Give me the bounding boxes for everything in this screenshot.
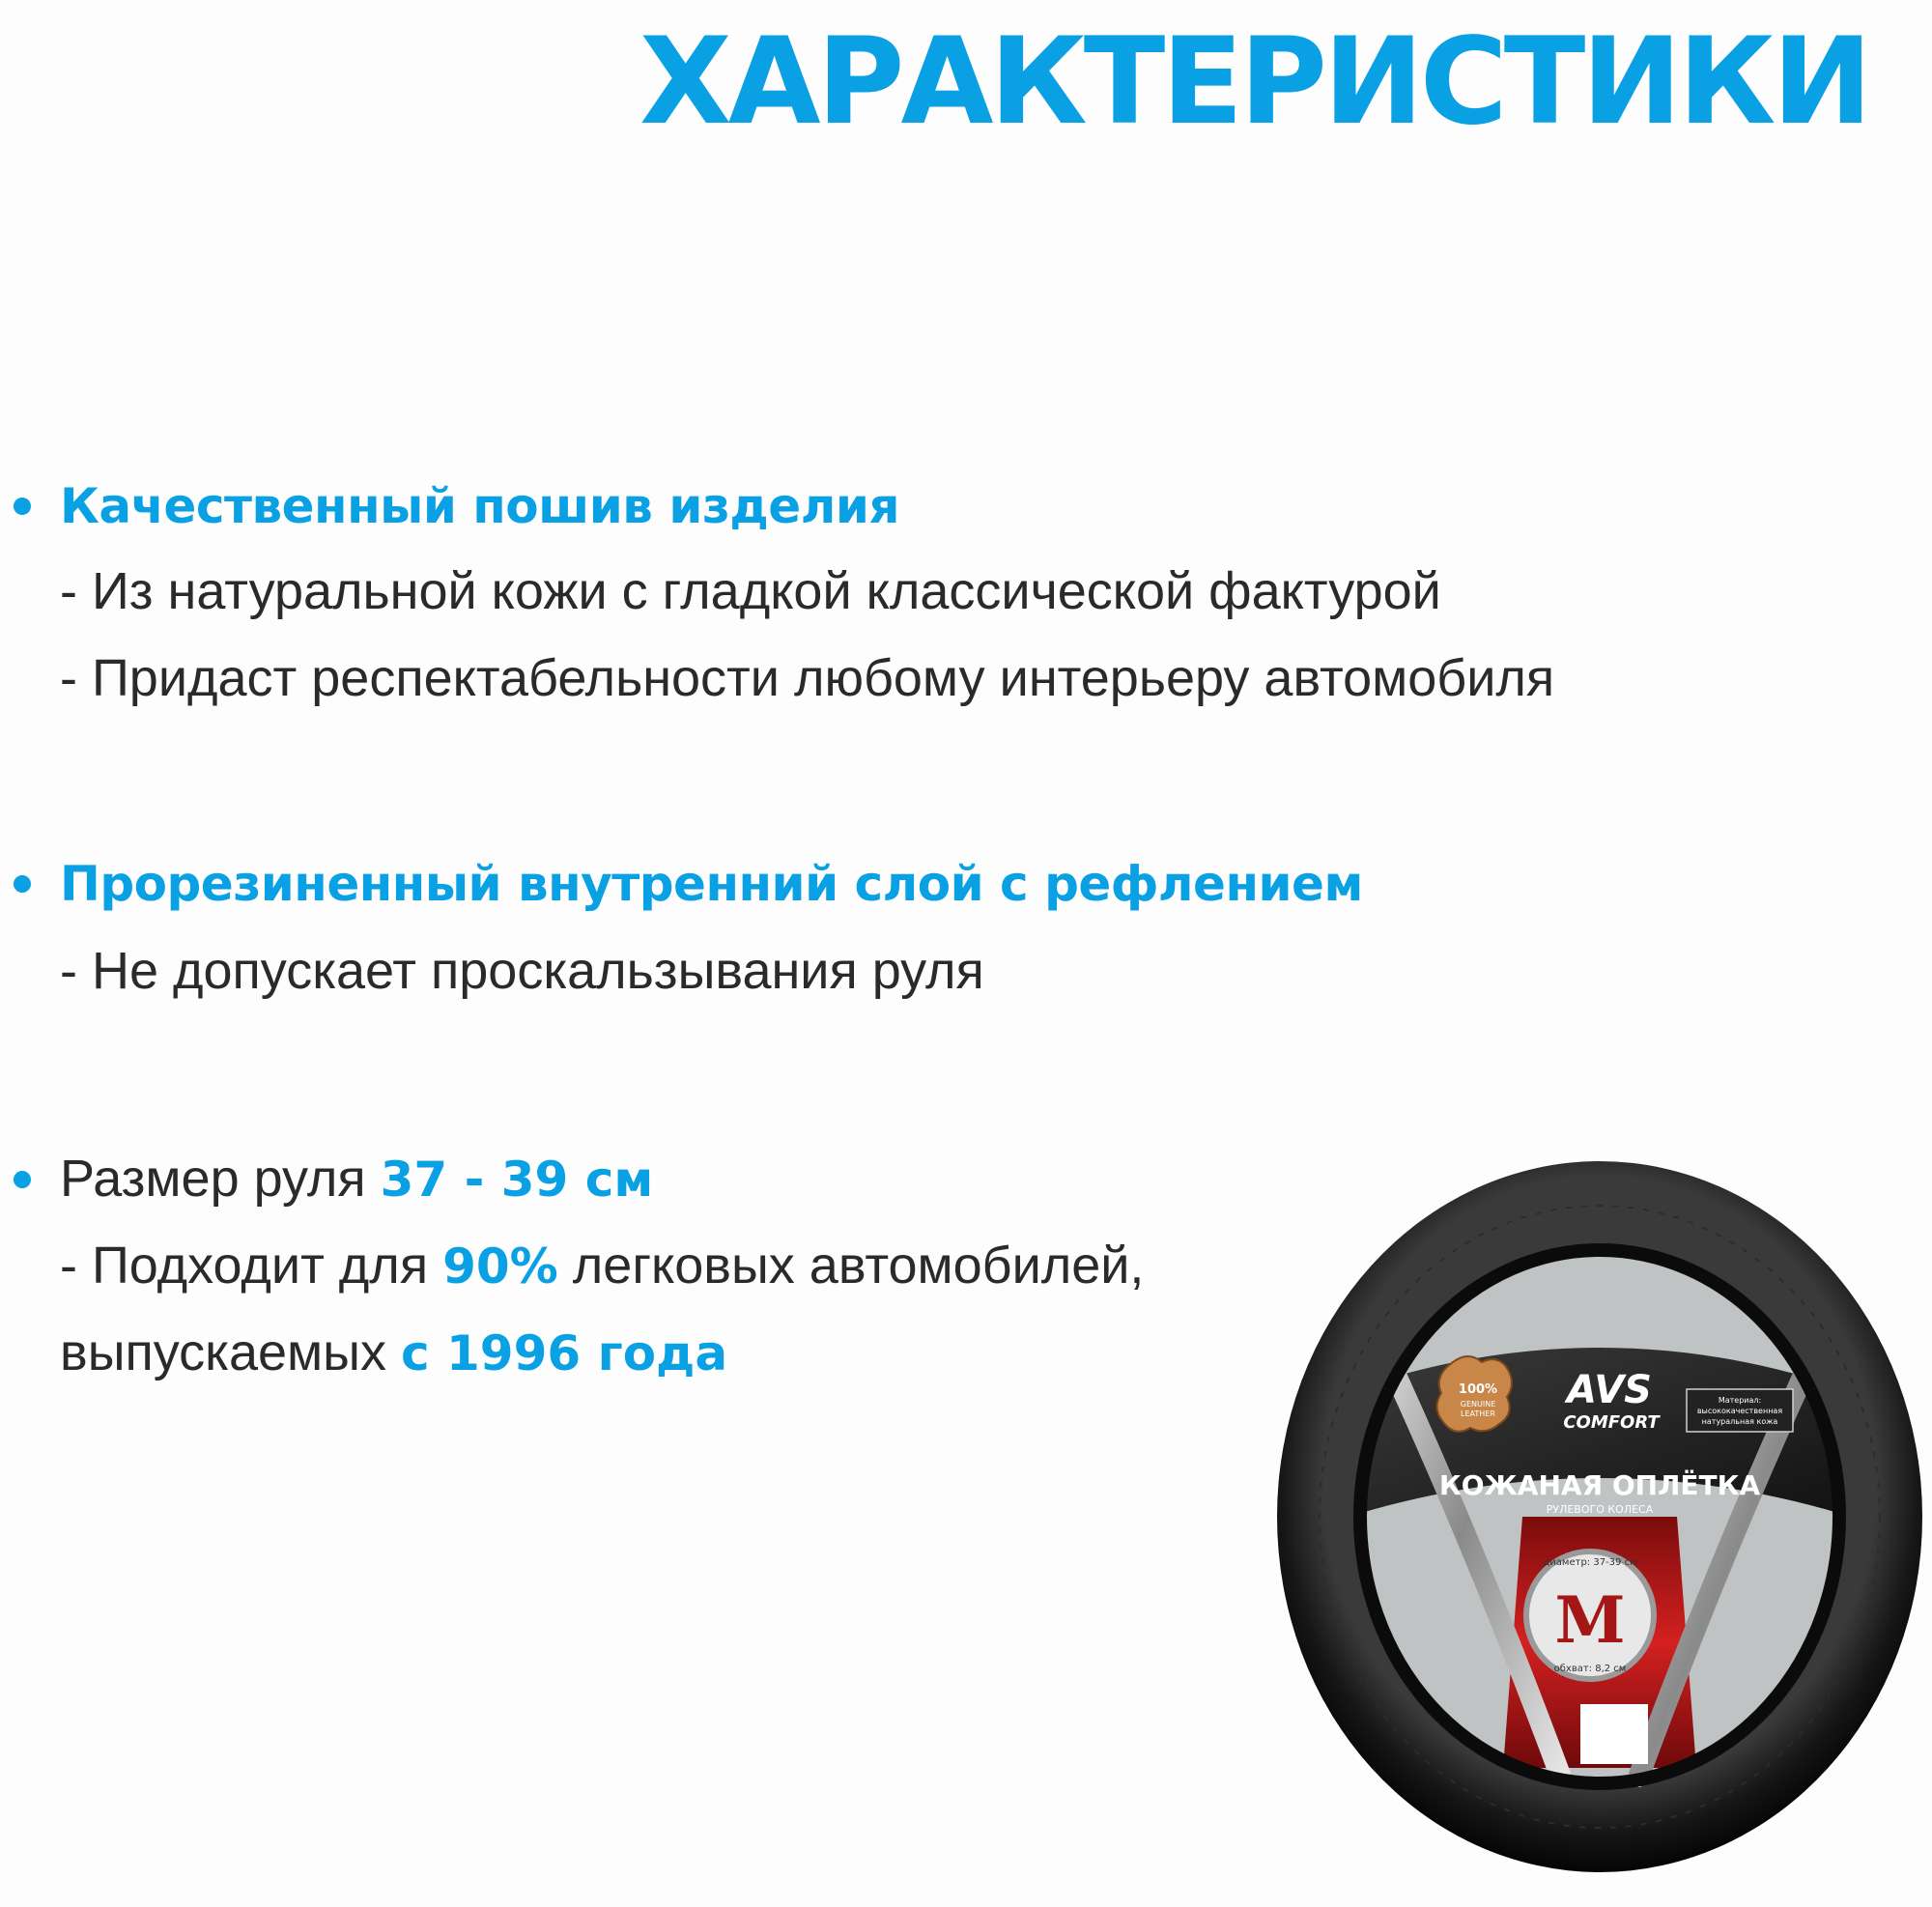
svg-text:диаметр: 37-39 см: диаметр: 37-39 см <box>1543 1557 1637 1568</box>
svg-text:натуральная кожа: натуральная кожа <box>1701 1417 1778 1426</box>
section-heading: Прорезиненный внутренний слой с рефлением <box>60 856 1363 912</box>
size-label: Размер руля <box>60 1150 366 1208</box>
size-letter: M <box>1554 1582 1626 1658</box>
svg-text:LEATHER: LEATHER <box>1461 1409 1495 1418</box>
fit-line2-prefix: выпускаемых <box>60 1324 386 1381</box>
svg-text:высококачественная: высококачественная <box>1696 1407 1783 1415</box>
section-line: - Придаст респектабельности любому интерьеру автомобиля <box>60 649 1555 707</box>
fit-line <box>60 1227 1144 1305</box>
page-title: ХАРАКТЕРИСТИКИ <box>639 13 1869 152</box>
section-line: - Из натуральной кожи с гладкой классической фактурой <box>60 562 1441 620</box>
fit-middle: легковых автомобилей, <box>572 1237 1145 1295</box>
bullet-dot <box>14 1171 31 1188</box>
size-line <box>60 1140 653 1218</box>
bullet-dot <box>14 498 31 515</box>
product-name-sub: РУЛЕВОГО КОЛЕСА <box>1546 1503 1654 1516</box>
brand-logo: AVS <box>1566 1368 1653 1412</box>
steering-wheel-cover-image <box>1271 1150 1928 1903</box>
svg-text:обхват: 8,2 см: обхват: 8,2 см <box>1553 1664 1627 1674</box>
svg-text:100%: 100% <box>1458 1382 1498 1397</box>
brand-sub: COMFORT <box>1563 1412 1660 1433</box>
barcode-sticker <box>1580 1704 1648 1764</box>
section-line: - Не допускает проскальзывания руля <box>60 942 984 1000</box>
svg-text:Материал:: Материал: <box>1718 1396 1762 1405</box>
fit-line-2 <box>60 1314 727 1392</box>
product-website: www.avs-auto.ru <box>1577 1780 1642 1789</box>
bullet-dot <box>14 875 31 893</box>
fit-year: с 1996 года <box>400 1325 728 1381</box>
section-heading: Качественный пошив изделия <box>60 478 899 534</box>
svg-text:GENUINE: GENUINE <box>1460 1400 1496 1409</box>
size-value: 37 - 39 см <box>380 1152 654 1208</box>
fit-percent: 90% <box>442 1238 558 1295</box>
product-name: КОЖАНАЯ ОПЛЁТКА <box>1438 1469 1761 1501</box>
fit-prefix: - Подходит для <box>60 1237 429 1295</box>
